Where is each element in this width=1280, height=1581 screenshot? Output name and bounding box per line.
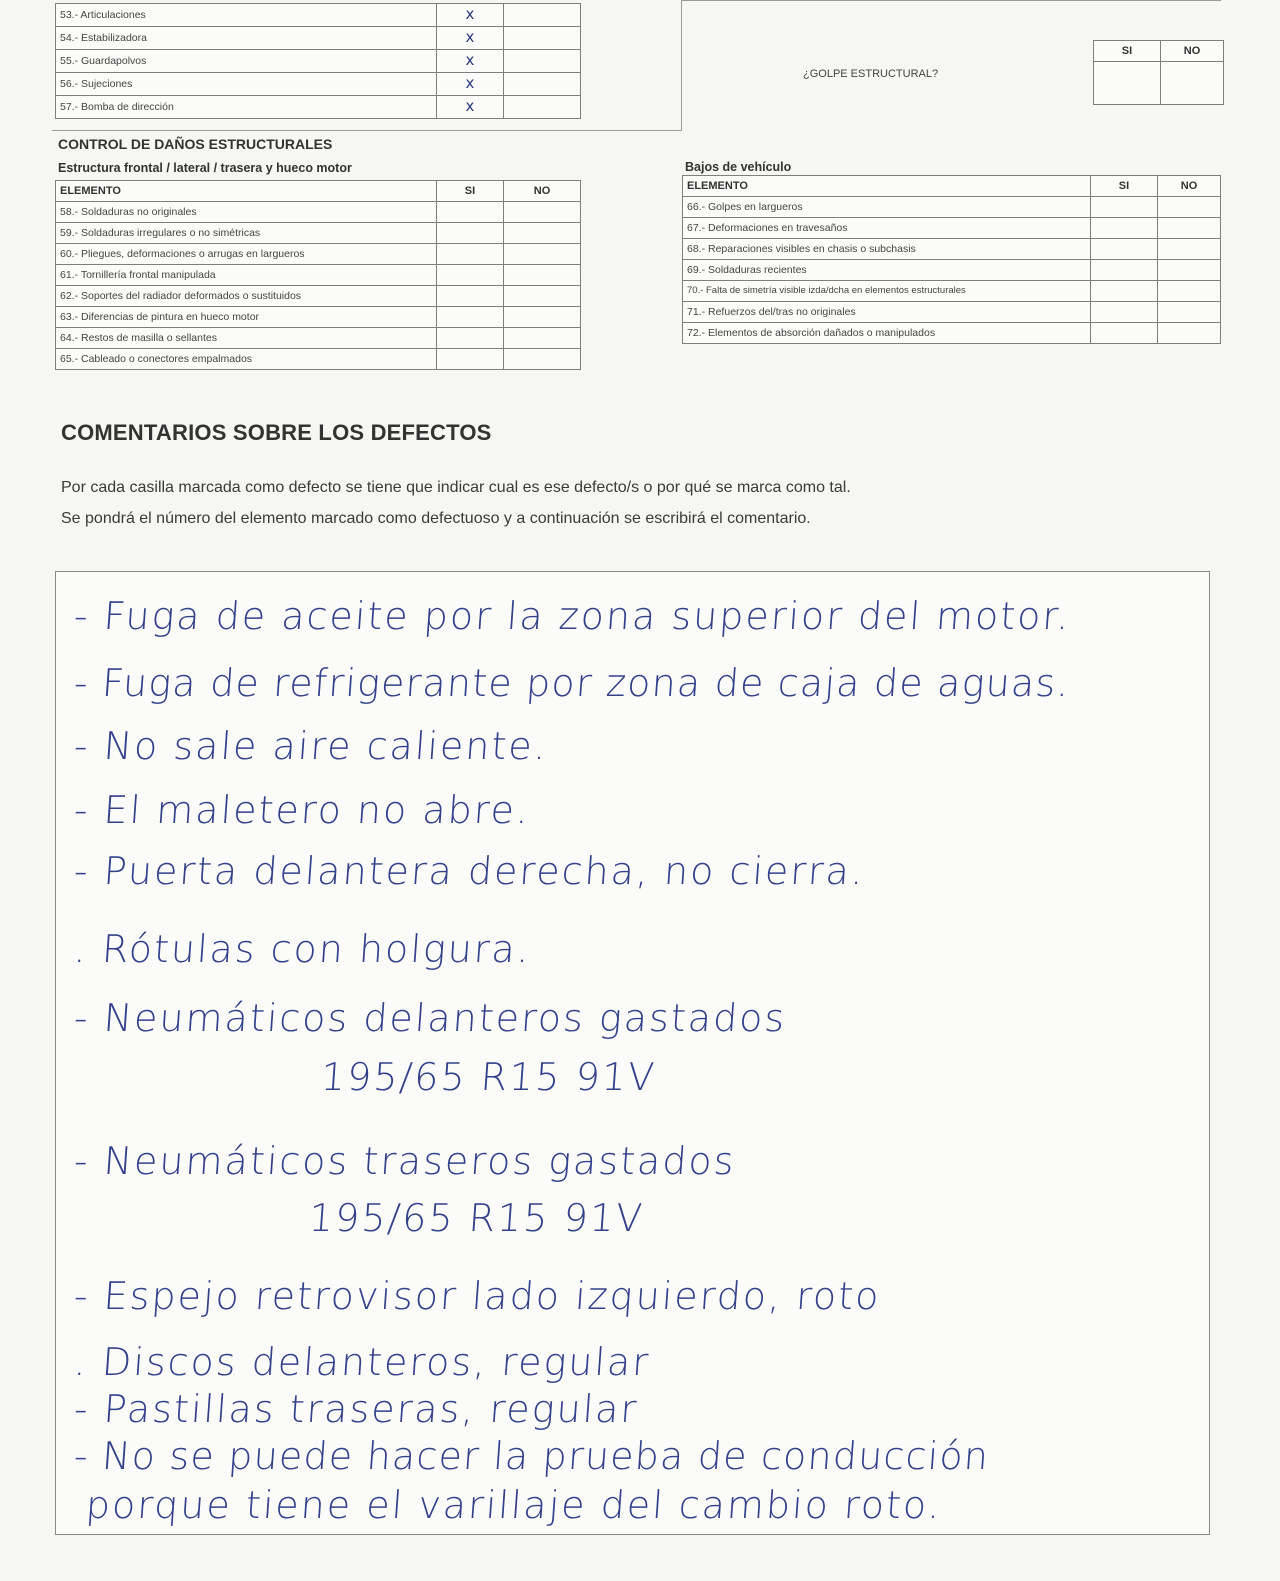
golpe-si-header: SI — [1094, 41, 1161, 62]
si-header: SI — [437, 181, 504, 202]
no-checkbox[interactable] — [1158, 281, 1221, 302]
si-checkbox[interactable] — [437, 328, 504, 349]
handwritten-line: - Fuga de refrigerante por zona de caja de aguas. — [72, 661, 1072, 705]
handwritten-line: 195/65 R15 91V — [307, 1196, 646, 1240]
golpe-question: ¿GOLPE ESTRUCTURAL? — [803, 68, 939, 80]
handwritten-line: . Discos delanteros, regular — [72, 1340, 652, 1384]
row-label: 70.- Falta de simetría visible izda/dcha en elementos estructurales — [683, 281, 1091, 302]
no-checkbox[interactable] — [504, 4, 581, 27]
table-row — [56, 265, 581, 286]
si-checkbox[interactable] — [1091, 218, 1158, 239]
handwritten-line: - No sale aire caliente. — [72, 724, 550, 768]
element-header: ELEMENTO — [56, 181, 437, 202]
table-row — [56, 223, 581, 244]
handwritten-line: - No se puede hacer la prueba de conducción — [72, 1434, 991, 1478]
no-checkbox[interactable] — [1158, 323, 1221, 344]
row-label: 55.- Guardapolvos — [56, 50, 437, 73]
si-checkbox[interactable] — [437, 286, 504, 307]
si-checkbox[interactable] — [437, 96, 504, 119]
no-checkbox[interactable] — [1158, 239, 1221, 260]
table-row — [683, 239, 1221, 260]
row-label: 64.- Restos de masilla o sellantes — [56, 328, 437, 349]
si-checkbox[interactable] — [437, 349, 504, 370]
top-panel-divider — [681, 0, 682, 130]
table-row — [56, 73, 581, 96]
no-checkbox[interactable] — [504, 265, 581, 286]
si-checkbox[interactable] — [437, 244, 504, 265]
handwritten-line: - Espejo retrovisor lado izquierdo, roto — [72, 1274, 883, 1318]
table-row — [56, 4, 581, 27]
table-row — [683, 302, 1221, 323]
table-row — [683, 281, 1221, 302]
si-checkbox[interactable] — [437, 27, 504, 50]
row-label: 54.- Estabilizadora — [56, 27, 437, 50]
check-mark: x — [465, 74, 475, 92]
no-checkbox[interactable] — [504, 202, 581, 223]
golpe-si-checkbox[interactable] — [1094, 62, 1161, 105]
no-checkbox[interactable] — [504, 50, 581, 73]
table-row — [683, 218, 1221, 239]
table-row — [56, 27, 581, 50]
row-label: 62.- Soportes del radiador deformados o sustituidos — [56, 286, 437, 307]
row-label: 67.- Deformaciones en travesaños — [683, 218, 1091, 239]
si-checkbox[interactable] — [437, 73, 504, 96]
no-header: NO — [504, 181, 581, 202]
si-checkbox[interactable] — [437, 50, 504, 73]
handwritten-line: - El maletero no abre. — [72, 788, 532, 832]
row-label: 57.- Bomba de dirección — [56, 96, 437, 119]
no-checkbox[interactable] — [1158, 302, 1221, 323]
si-checkbox[interactable] — [1091, 260, 1158, 281]
structural-title: CONTROL DE DAÑOS ESTRUCTURALES — [58, 136, 333, 152]
si-checkbox[interactable] — [437, 223, 504, 244]
table-row — [56, 96, 581, 119]
check-mark: x — [465, 28, 475, 46]
table-row — [683, 323, 1221, 344]
no-checkbox[interactable] — [1158, 260, 1221, 281]
row-label: 61.- Tornillería frontal manipulada — [56, 265, 437, 286]
handwritten-line: - Pastillas traseras, regular — [72, 1387, 640, 1431]
no-checkbox[interactable] — [504, 307, 581, 328]
table-row — [56, 286, 581, 307]
table-row — [56, 328, 581, 349]
table-row — [56, 202, 581, 223]
structural-left-table — [55, 180, 581, 370]
row-label: 56.- Sujeciones — [56, 73, 437, 96]
handwritten-line: porque tiene el varillaje del cambio roto. — [84, 1483, 944, 1527]
no-checkbox[interactable] — [504, 27, 581, 50]
row-label: 72.- Elementos de absorción dañados o manipulados — [683, 323, 1091, 344]
no-checkbox[interactable] — [504, 328, 581, 349]
check-mark: x — [465, 97, 475, 115]
row-label: 68.- Reparaciones visibles en chasis o subchasis — [683, 239, 1091, 260]
no-checkbox[interactable] — [504, 244, 581, 265]
suspension-table — [55, 3, 581, 119]
table-row — [56, 349, 581, 370]
comments-textarea[interactable] — [55, 571, 1210, 1535]
golpe-table — [1093, 40, 1224, 105]
row-label: 60.- Pliegues, deformaciones o arrugas en largueros — [56, 244, 437, 265]
handwritten-line: - Puerta delantera derecha, no cierra. — [72, 849, 867, 893]
table-row — [683, 260, 1221, 281]
si-checkbox[interactable] — [1091, 323, 1158, 344]
table-row — [56, 50, 581, 73]
row-label: 53.- Articulaciones — [56, 4, 437, 27]
comments-intro-line2: Se pondrá el número del elemento marcado como defectuoso y a continuación se escribirá el comentario. — [61, 510, 811, 527]
check-mark: x — [465, 5, 475, 23]
si-checkbox[interactable] — [1091, 197, 1158, 218]
row-label: 58.- Soldaduras no originales — [56, 202, 437, 223]
structural-right-subtitle: Bajos de vehículo — [685, 160, 792, 174]
no-header: NO — [1158, 176, 1221, 197]
golpe-no-checkbox[interactable] — [1161, 62, 1224, 105]
si-checkbox[interactable] — [1091, 302, 1158, 323]
row-label: 65.- Cableado o conectores empalmados — [56, 349, 437, 370]
handwritten-line: - Neumáticos delanteros gastados — [72, 996, 788, 1040]
si-checkbox[interactable] — [437, 307, 504, 328]
no-checkbox[interactable] — [504, 286, 581, 307]
top-panel-bottom-border — [52, 130, 682, 131]
comments-intro-line1: Por cada casilla marcada como defecto se tiene que indicar cual es ese defecto/s o por qué se marca como tal. — [61, 479, 851, 496]
check-mark: x — [465, 51, 475, 69]
si-checkbox[interactable] — [1091, 239, 1158, 260]
si-checkbox[interactable] — [437, 4, 504, 27]
golpe-no-header: NO — [1161, 41, 1224, 62]
no-checkbox[interactable] — [504, 96, 581, 119]
si-header: SI — [1091, 176, 1158, 197]
comments-title: COMENTARIOS SOBRE LOS DEFECTOS — [61, 420, 492, 445]
si-checkbox[interactable] — [437, 265, 504, 286]
row-label: 59.- Soldaduras irregulares o no simétricas — [56, 223, 437, 244]
handwritten-line: - Fuga de aceite por la zona superior del motor. — [72, 594, 1073, 638]
si-checkbox[interactable] — [1091, 281, 1158, 302]
si-checkbox[interactable] — [437, 202, 504, 223]
handwritten-line: 195/65 R15 91V — [319, 1055, 658, 1099]
table-row — [56, 307, 581, 328]
element-header: ELEMENTO — [683, 176, 1091, 197]
row-label: 63.- Diferencias de pintura en hueco motor — [56, 307, 437, 328]
no-checkbox[interactable] — [504, 73, 581, 96]
table-row — [56, 244, 581, 265]
row-label: 69.- Soldaduras recientes — [683, 260, 1091, 281]
structural-right-table — [682, 175, 1221, 344]
no-checkbox[interactable] — [504, 349, 581, 370]
handwritten-line: . Rótulas con holgura. — [72, 927, 533, 971]
row-label: 66.- Golpes en largueros — [683, 197, 1091, 218]
no-checkbox[interactable] — [504, 223, 581, 244]
table-row — [683, 197, 1221, 218]
top-right-panel-top-border — [681, 0, 1221, 1]
no-checkbox[interactable] — [1158, 197, 1221, 218]
no-checkbox[interactable] — [1158, 218, 1221, 239]
handwritten-line: - Neumáticos traseros gastados — [72, 1139, 738, 1183]
row-label: 71.- Refuerzos del/tras no originales — [683, 302, 1091, 323]
structural-left-subtitle: Estructura frontal / lateral / trasera y hueco motor — [58, 161, 352, 175]
